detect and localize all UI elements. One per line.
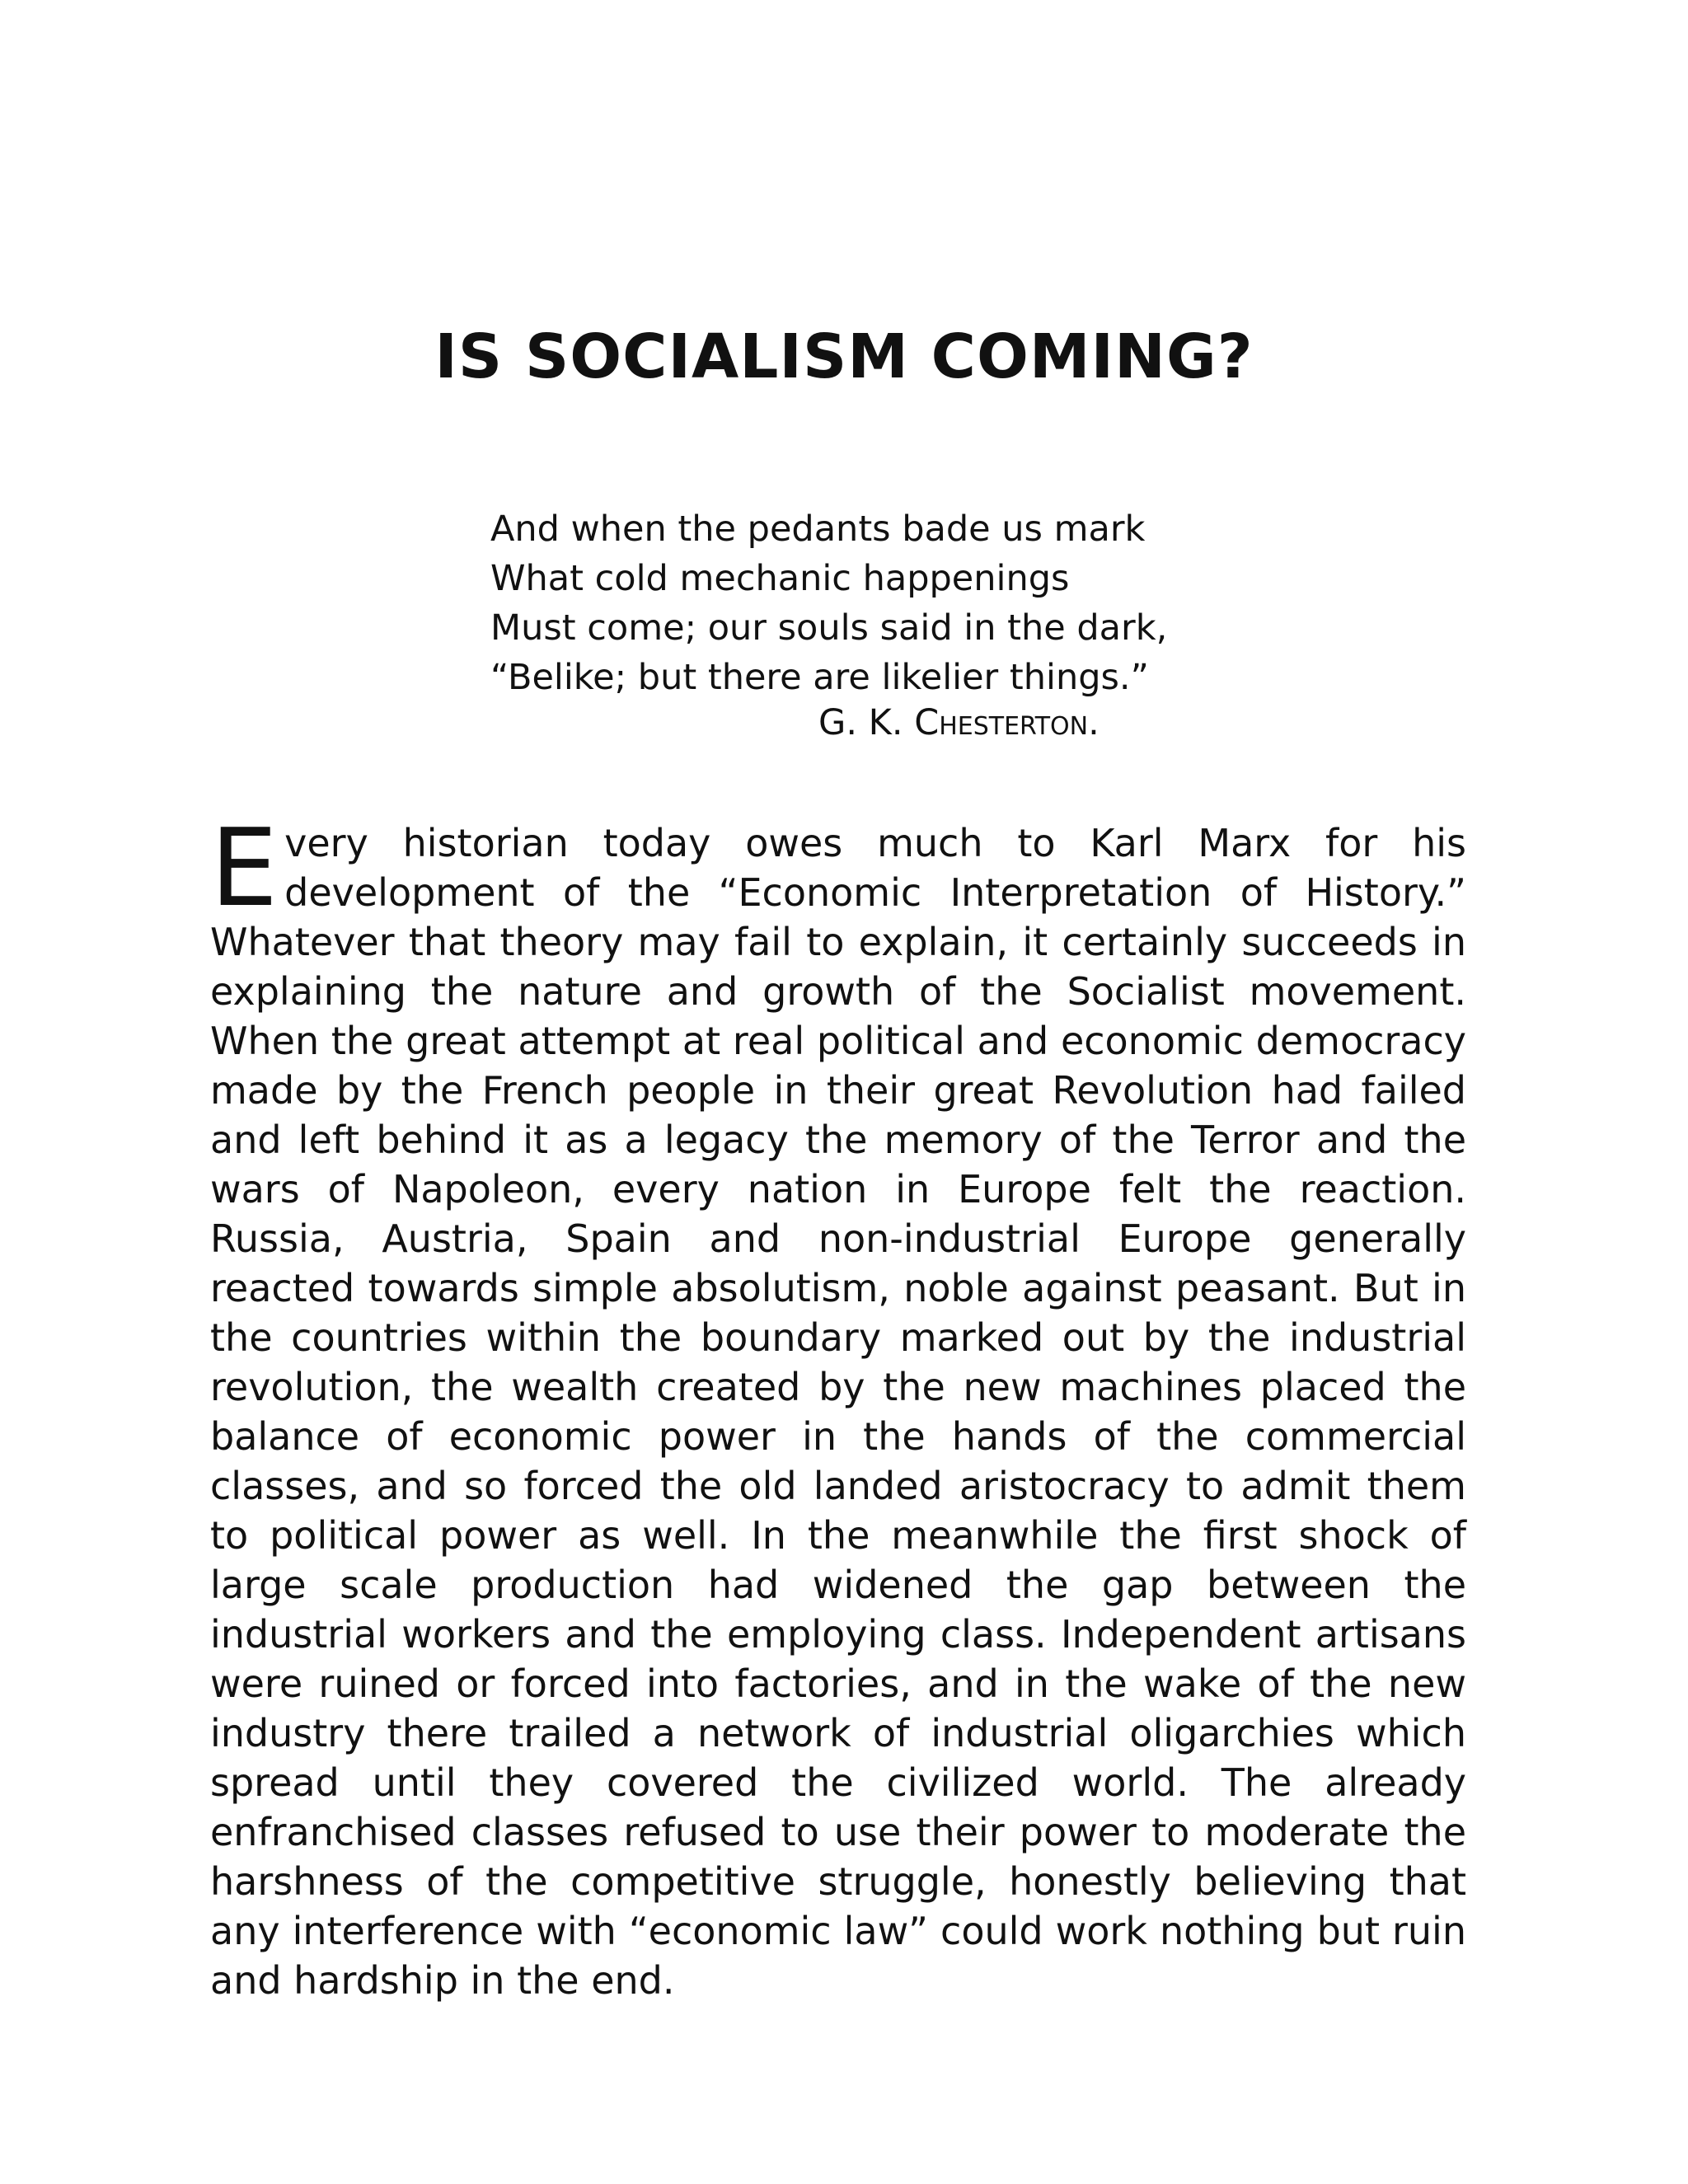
- body-paragraph: [210, 805, 1466, 2005]
- epigraph-line: Must come; our souls said in the dark,: [490, 607, 1168, 649]
- epigraph: [490, 504, 1232, 702]
- attribution-initials: G. K. C: [818, 702, 940, 743]
- epigraph-attribution: [818, 702, 1100, 743]
- chapter-title: IS SOCIALISM COMING?: [434, 321, 1254, 392]
- epigraph-line: And when the pedants bade us mark: [490, 509, 1146, 550]
- drop-cap: E: [210, 805, 279, 930]
- epigraph-line: “Belike; but there are likelier things.”: [490, 657, 1149, 698]
- attribution-end: .: [1088, 702, 1100, 743]
- epigraph-line: What cold mechanic happenings: [490, 558, 1070, 599]
- attribution-name: hesterton: [939, 702, 1089, 743]
- paragraph-text: very historian today owes much to Karl Marx for his development of the “Economic Interpretation of History.” Whatever that theory may fail to explain, it certainly succeeds in explaining the nature and growth of the Socialist movement. When the great attempt at real political and economic democracy made by the French people in their great Revolution had failed and left behind it as a legacy the memory of the Terror and the wars of Napoleon, every nation in Europe felt the reaction. Russia, Austria, Spain and non-industrial Europe generally reacted towards simple absolutism, noble against peasant. But in the countries within the boundary marked out by the industrial revolution, the wealth created by the new machines placed the balance of economic power in the hands of the commercial classes, and so forced the old landed aristocracy to admit them to political power as well. In the meanwhile the first shock of large scale production had widened the gap between the industrial workers and the employing class. Independent artisans were ruined or forced into factories, and in the wake of the new industry there trailed a network of industrial oligarchies which spread until they covered the civilized world. The already enfranchised classes refused to use their power to moderate the harshness of the competitive struggle, honestly believing that any interference with “economic law” could work nothing but ruin and hardship in the end.: [210, 821, 1466, 2003]
